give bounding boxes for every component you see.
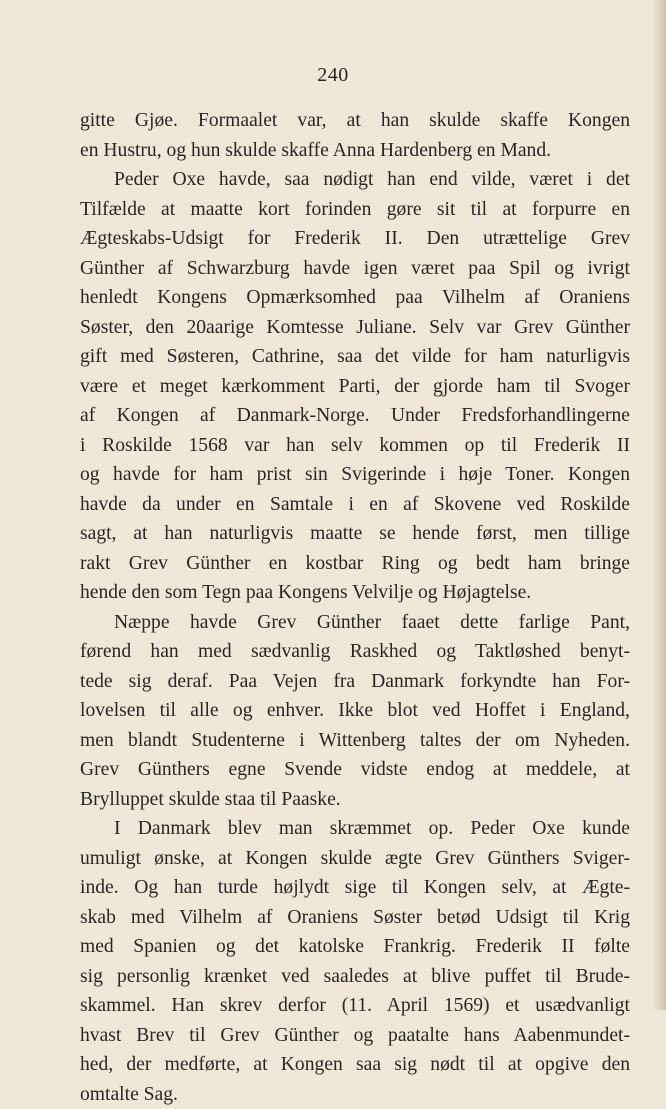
text-line: skammel. Han skrev derfor (11. April 1569) et usædvanligt xyxy=(80,991,630,1021)
text-line: Søster, den 20aarige Komtesse Juliane. Selv var Grev Günther xyxy=(80,313,630,343)
text-line: gift med Søsteren, Cathrine, saa det vilde for ham naturligvis xyxy=(80,342,630,372)
text-line: Næppe havde Grev Günther faaet dette farlige Pant, xyxy=(80,608,630,638)
text-line: Ægteskabs-Udsigt for Frederik II. Den utrættelige Grev xyxy=(80,224,630,254)
text-line: en Hustru, og hun skulde skaffe Anna Hardenberg en Mand. xyxy=(80,136,630,166)
text-line: førend han med sædvanlig Raskhed og Taktløshed benyt- xyxy=(80,637,630,667)
text-line: hende den som Tegn paa Kongens Velvilje og Højagtelse. xyxy=(80,578,630,608)
text-line: af Kongen af Danmark-Norge. Under Fredsforhandlingerne xyxy=(80,401,630,431)
text-line: Grev Günthers egne Svende vidste endog at meddele, at xyxy=(80,755,630,785)
text-line: hed, der medførte, at Kongen saa sig nødt til at opgive den xyxy=(80,1050,630,1080)
text-line: tede sig deraf. Paa Vejen fra Danmark forkyndte han For- xyxy=(80,667,630,697)
text-line: sig personlig krænket ved saaledes at blive puffet til Brude- xyxy=(80,962,630,992)
text-line: gitte Gjøe. Formaalet var, at han skulde skaffe Kongen xyxy=(80,106,630,136)
text-line: umuligt ønske, at Kongen skulde ægte Grev Günthers Sviger- xyxy=(80,844,630,874)
text-line: hvast Brev til Grev Günther og paatalte hans Aabenmundet- xyxy=(80,1021,630,1051)
text-line: havde da under en Samtale i en af Skovene ved Roskilde xyxy=(80,490,630,520)
text-line: Brylluppet skulde staa til Paaske. xyxy=(80,785,630,815)
text-line: i Roskilde 1568 var han selv kommen op til Frederik II xyxy=(80,431,630,461)
text-line: sagt, at han naturligvis maatte se hende først, men tillige xyxy=(80,519,630,549)
page-edge xyxy=(654,0,666,1010)
text-line: men blandt Studenterne i Wittenberg taltes der om Nyheden. xyxy=(80,726,630,756)
text-line: Tilfælde at maatte kort forinden gøre sit til at forpurre en xyxy=(80,195,630,225)
text-line: I Danmark blev man skræmmet op. Peder Oxe kunde xyxy=(80,814,630,844)
text-line: og havde for ham prist sin Svigerinde i høje Toner. Kongen xyxy=(80,460,630,490)
text-line: være et meget kærkomment Parti, der gjorde ham til Svoger xyxy=(80,372,630,402)
text-line: Günther af Schwarzburg havde igen været paa Spil og ivrigt xyxy=(80,254,630,284)
body-text xyxy=(80,106,630,1109)
text-line: henledt Kongens Opmærksomhed paa Vilhelm af Oraniens xyxy=(80,283,630,313)
text-line: rakt Grev Günther en kostbar Ring og bedt ham bringe xyxy=(80,549,630,579)
page-number: 240 xyxy=(0,64,666,87)
text-line: med Spanien og det katolske Frankrig. Frederik II følte xyxy=(80,932,630,962)
text-line: omtalte Sag. xyxy=(80,1080,630,1109)
text-line: skab med Vilhelm af Oraniens Søster betød Udsigt til Krig xyxy=(80,903,630,933)
text-line: lovelsen til alle og enhver. Ikke blot ved Hoffet i England, xyxy=(80,696,630,726)
text-line: Peder Oxe havde, saa nødigt han end vilde, været i det xyxy=(80,165,630,195)
text-line: inde. Og han turde højlydt sige til Kongen selv, at Ægte- xyxy=(80,873,630,903)
